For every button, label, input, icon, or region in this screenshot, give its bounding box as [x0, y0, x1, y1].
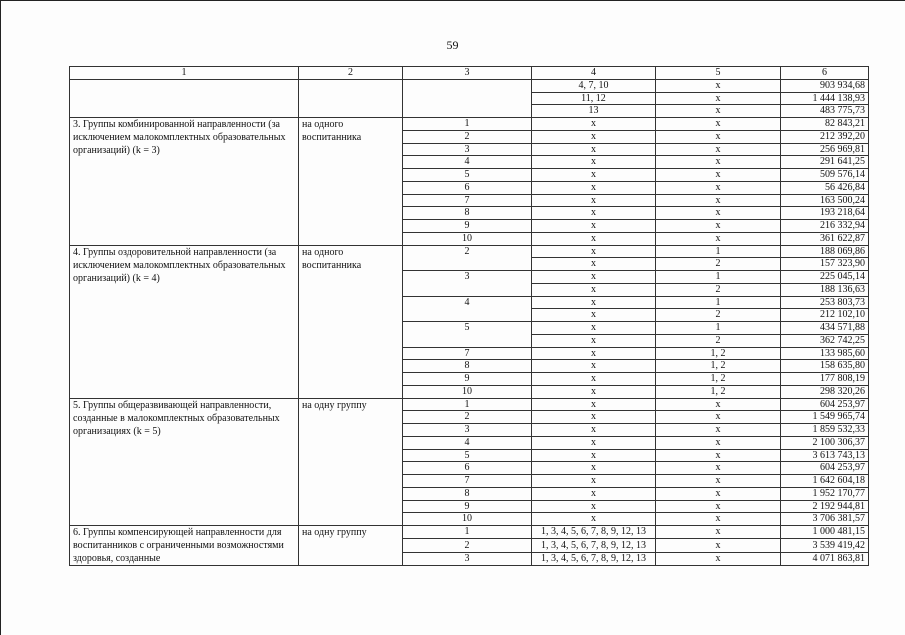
- col4-cell: x: [532, 475, 656, 488]
- col4-cell: x: [532, 232, 656, 245]
- header-cell: 4: [532, 67, 656, 80]
- col6-cell: 298 320,26: [781, 385, 869, 398]
- col3-cell: 1: [403, 526, 532, 539]
- group-unit: на одну группу: [299, 526, 403, 566]
- col4-cell: 1, 3, 4, 5, 6, 7, 8, 9, 12, 13: [532, 552, 656, 565]
- col4-cell: x: [532, 360, 656, 373]
- col6-cell: 133 985,60: [781, 347, 869, 360]
- col4-cell: x: [532, 322, 656, 335]
- group-label: 3. Группы комбинированной направленности (за исключением малокомплектных образовательных организаций) (k = 3): [70, 118, 299, 246]
- col6-cell: 188 136,63: [781, 283, 869, 296]
- col5-cell: 2: [656, 309, 781, 322]
- table-row: [70, 79, 869, 92]
- col5-cell: x: [656, 539, 781, 552]
- col4-cell: x: [532, 385, 656, 398]
- col4-cell: x: [532, 487, 656, 500]
- col4-cell: x: [532, 436, 656, 449]
- col3-cell: 4: [403, 436, 532, 449]
- col5-cell: 1: [656, 296, 781, 309]
- col4-cell: x: [532, 118, 656, 131]
- col4-cell: x: [532, 334, 656, 347]
- col4-cell: 4, 7, 10: [532, 79, 656, 92]
- col3-cell: 3: [403, 552, 532, 565]
- col6-cell: 253 803,73: [781, 296, 869, 309]
- col5-cell: x: [656, 118, 781, 131]
- group-label: 6. Группы компенсирующей направленности для воспитанников с ограниченными возможностями здоровья, созданные: [70, 526, 299, 566]
- header-cell: 5: [656, 67, 781, 80]
- col5-cell: 1, 2: [656, 385, 781, 398]
- col6-cell: 158 635,80: [781, 360, 869, 373]
- col3-cell: 5: [403, 322, 532, 348]
- col5-cell: x: [656, 207, 781, 220]
- col4-cell: x: [532, 449, 656, 462]
- col5-cell: x: [656, 194, 781, 207]
- col3-cell: 3: [403, 424, 532, 437]
- col5-cell: x: [656, 156, 781, 169]
- col6-cell: 903 934,68: [781, 79, 869, 92]
- header-cell: 1: [70, 67, 299, 80]
- col4-cell: x: [532, 258, 656, 271]
- col5-cell: x: [656, 232, 781, 245]
- col6-cell: 163 500,24: [781, 194, 869, 207]
- empty-cell: [403, 79, 532, 117]
- col3-cell: 9: [403, 220, 532, 233]
- col3-cell: 2: [403, 130, 532, 143]
- col3-cell: 3: [403, 143, 532, 156]
- col5-cell: x: [656, 462, 781, 475]
- page-edge-left: [0, 0, 1, 635]
- col5-cell: x: [656, 130, 781, 143]
- col4-cell: x: [532, 462, 656, 475]
- col5-cell: x: [656, 92, 781, 105]
- col3-cell: 2: [403, 411, 532, 424]
- col4-cell: x: [532, 500, 656, 513]
- group-unit: на одного воспитанника: [299, 118, 403, 246]
- col6-cell: 509 576,14: [781, 169, 869, 182]
- empty-cell: [70, 79, 299, 117]
- col4-cell: x: [532, 309, 656, 322]
- col4-cell: x: [532, 398, 656, 411]
- col4-cell: x: [532, 347, 656, 360]
- col3-cell: 6: [403, 462, 532, 475]
- col6-cell: 188 069,86: [781, 245, 869, 258]
- header-cell: 3: [403, 67, 532, 80]
- header-row: [70, 67, 869, 80]
- col5-cell: 2: [656, 334, 781, 347]
- col6-cell: 361 622,87: [781, 232, 869, 245]
- col3-cell: 9: [403, 500, 532, 513]
- col4-cell: 1, 3, 4, 5, 6, 7, 8, 9, 12, 13: [532, 539, 656, 552]
- col6-cell: 4 071 863,81: [781, 552, 869, 565]
- empty-cell: [299, 79, 403, 117]
- col4-cell: 13: [532, 105, 656, 118]
- col4-cell: x: [532, 283, 656, 296]
- col3-cell: 4: [403, 296, 532, 322]
- col5-cell: x: [656, 105, 781, 118]
- col3-cell: 8: [403, 207, 532, 220]
- table-row: [70, 526, 869, 539]
- table-row: [70, 398, 869, 411]
- col6-cell: 483 775,73: [781, 105, 869, 118]
- col5-cell: x: [656, 475, 781, 488]
- col4-cell: x: [532, 207, 656, 220]
- col4-cell: x: [532, 169, 656, 182]
- group-unit: на одну группу: [299, 398, 403, 526]
- col5-cell: 2: [656, 258, 781, 271]
- col6-cell: 3 539 419,42: [781, 539, 869, 552]
- col3-cell: 2: [403, 539, 532, 552]
- tariff-table: [69, 66, 869, 566]
- col5-cell: 2: [656, 283, 781, 296]
- col6-cell: 291 641,25: [781, 156, 869, 169]
- col6-cell: 256 969,81: [781, 143, 869, 156]
- col5-cell: x: [656, 436, 781, 449]
- col5-cell: x: [656, 79, 781, 92]
- group-label: 5. Группы общеразвивающей направленности, созданные в малокомплектных образовательных организациях (k = 5): [70, 398, 299, 526]
- group-unit: на одного воспитанника: [299, 245, 403, 398]
- col6-cell: 1 000 481,15: [781, 526, 869, 539]
- col4-cell: x: [532, 411, 656, 424]
- col3-cell: 7: [403, 475, 532, 488]
- col6-cell: 1 859 532,33: [781, 424, 869, 437]
- col4-cell: x: [532, 143, 656, 156]
- table-row: [70, 245, 869, 258]
- header-cell: 2: [299, 67, 403, 80]
- col5-cell: x: [656, 220, 781, 233]
- col4-cell: x: [532, 373, 656, 386]
- col4-cell: x: [532, 245, 656, 258]
- col5-cell: x: [656, 552, 781, 565]
- col4-cell: x: [532, 194, 656, 207]
- col6-cell: 3 613 743,13: [781, 449, 869, 462]
- col6-cell: 212 102,10: [781, 309, 869, 322]
- col5-cell: x: [656, 500, 781, 513]
- col4-cell: x: [532, 156, 656, 169]
- col5-cell: x: [656, 424, 781, 437]
- col6-cell: 1 952 170,77: [781, 487, 869, 500]
- col3-cell: 9: [403, 373, 532, 386]
- col5-cell: 1: [656, 245, 781, 258]
- col3-cell: 5: [403, 169, 532, 182]
- col3-cell: 1: [403, 398, 532, 411]
- col3-cell: 10: [403, 513, 532, 526]
- col6-cell: 157 323,90: [781, 258, 869, 271]
- col3-cell: 4: [403, 156, 532, 169]
- col4-cell: x: [532, 130, 656, 143]
- col6-cell: 82 843,21: [781, 118, 869, 131]
- col5-cell: x: [656, 411, 781, 424]
- col6-cell: 212 392,20: [781, 130, 869, 143]
- col4-cell: 1, 3, 4, 5, 6, 7, 8, 9, 12, 13: [532, 526, 656, 539]
- col6-cell: 2 192 944,81: [781, 500, 869, 513]
- col3-cell: 5: [403, 449, 532, 462]
- col5-cell: x: [656, 398, 781, 411]
- col5-cell: 1: [656, 322, 781, 335]
- col5-cell: x: [656, 526, 781, 539]
- col3-cell: 1: [403, 118, 532, 131]
- col5-cell: x: [656, 143, 781, 156]
- col3-cell: 8: [403, 487, 532, 500]
- col3-cell: 7: [403, 194, 532, 207]
- col4-cell: x: [532, 181, 656, 194]
- col3-cell: 10: [403, 232, 532, 245]
- page-edge-top: [0, 0, 905, 1]
- col6-cell: 604 253,97: [781, 398, 869, 411]
- col5-cell: 1, 2: [656, 360, 781, 373]
- col6-cell: 177 808,19: [781, 373, 869, 386]
- col6-cell: 193 218,64: [781, 207, 869, 220]
- col6-cell: 225 045,14: [781, 271, 869, 284]
- col6-cell: 1 444 138,93: [781, 92, 869, 105]
- group-label: 4. Группы оздоровительной направленности (за исключением малокомплектных образовательных организаций) (k = 4): [70, 245, 299, 398]
- col6-cell: 1 642 604,18: [781, 475, 869, 488]
- col4-cell: x: [532, 296, 656, 309]
- col6-cell: 1 549 965,74: [781, 411, 869, 424]
- col6-cell: 56 426,84: [781, 181, 869, 194]
- col6-cell: 604 253,97: [781, 462, 869, 475]
- col3-cell: 3: [403, 271, 532, 297]
- col5-cell: x: [656, 513, 781, 526]
- col5-cell: 1, 2: [656, 373, 781, 386]
- table-row: [70, 118, 869, 131]
- col4-cell: 11, 12: [532, 92, 656, 105]
- col6-cell: 2 100 306,37: [781, 436, 869, 449]
- col6-cell: 3 706 381,57: [781, 513, 869, 526]
- col4-cell: x: [532, 271, 656, 284]
- col3-cell: 8: [403, 360, 532, 373]
- col5-cell: x: [656, 487, 781, 500]
- col4-cell: x: [532, 424, 656, 437]
- col4-cell: x: [532, 220, 656, 233]
- col5-cell: x: [656, 169, 781, 182]
- col3-cell: 2: [403, 245, 532, 271]
- col3-cell: 7: [403, 347, 532, 360]
- col6-cell: 362 742,25: [781, 334, 869, 347]
- col3-cell: 6: [403, 181, 532, 194]
- col5-cell: x: [656, 449, 781, 462]
- col5-cell: 1: [656, 271, 781, 284]
- col6-cell: 216 332,94: [781, 220, 869, 233]
- col3-cell: 10: [403, 385, 532, 398]
- col4-cell: x: [532, 513, 656, 526]
- col6-cell: 434 571,88: [781, 322, 869, 335]
- col5-cell: 1, 2: [656, 347, 781, 360]
- header-cell: 6: [781, 67, 869, 80]
- page-number: 59: [446, 38, 459, 52]
- col5-cell: x: [656, 181, 781, 194]
